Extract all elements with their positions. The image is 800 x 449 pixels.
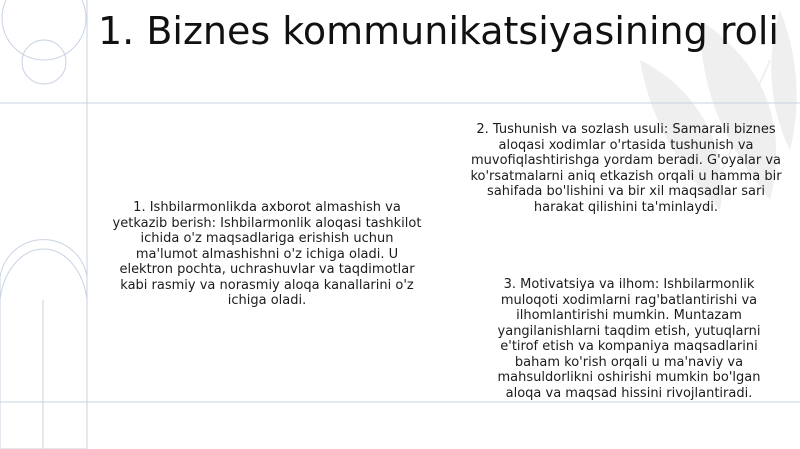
point-information-exchange: 1. Ishbilarmonlikda axborot almashish va yetkazib berish: Ishbilarmonlik aloqasi tashkilot ichida o'z maqsadlariga erishish uchun ma'lumot almashishni o'z ichiga oladi. U elektron pochta, uchrashuvlar va taqdimotlar kabi rasmiy va norasmiy aloqa kanallarini o'z ichiga oladi. — [112, 200, 422, 308]
point-motivation-inspiration: 3. Motivatsiya va ilhom: Ishbilarmonlik muloqoti xodimlarni rag'batlantirishi va ilhomlantirishi mumkin. Muntazam yangilanishlarni taqdim etish, yutuqlarni e'tirof etish va kompaniya maqsadlarini baham ko'rish orqali u ma'naviy va mahsuldorlikni oshirishi mumkin bo'lgan aloqa va maqsad hissini rivojlantiradi. — [497, 277, 761, 401]
slide-title: 1. Biznes kommunikatsiyasining roli — [98, 9, 779, 53]
left-ornament — [0, 0, 87, 449]
point-understanding-coordination: 2. Tushunish va sozlash usuli: Samarali biznes aloqasi xodimlar o'rtasida tushunish va muvofiqlashtirishga yordam beradi. G'oyalar va ko'rsatmalarni aniq etkazish orqali u hamma bir sahifada bo'lishini va bir xil maqsadlar sari harakat qilishini ta'minlaydi. — [470, 122, 782, 215]
